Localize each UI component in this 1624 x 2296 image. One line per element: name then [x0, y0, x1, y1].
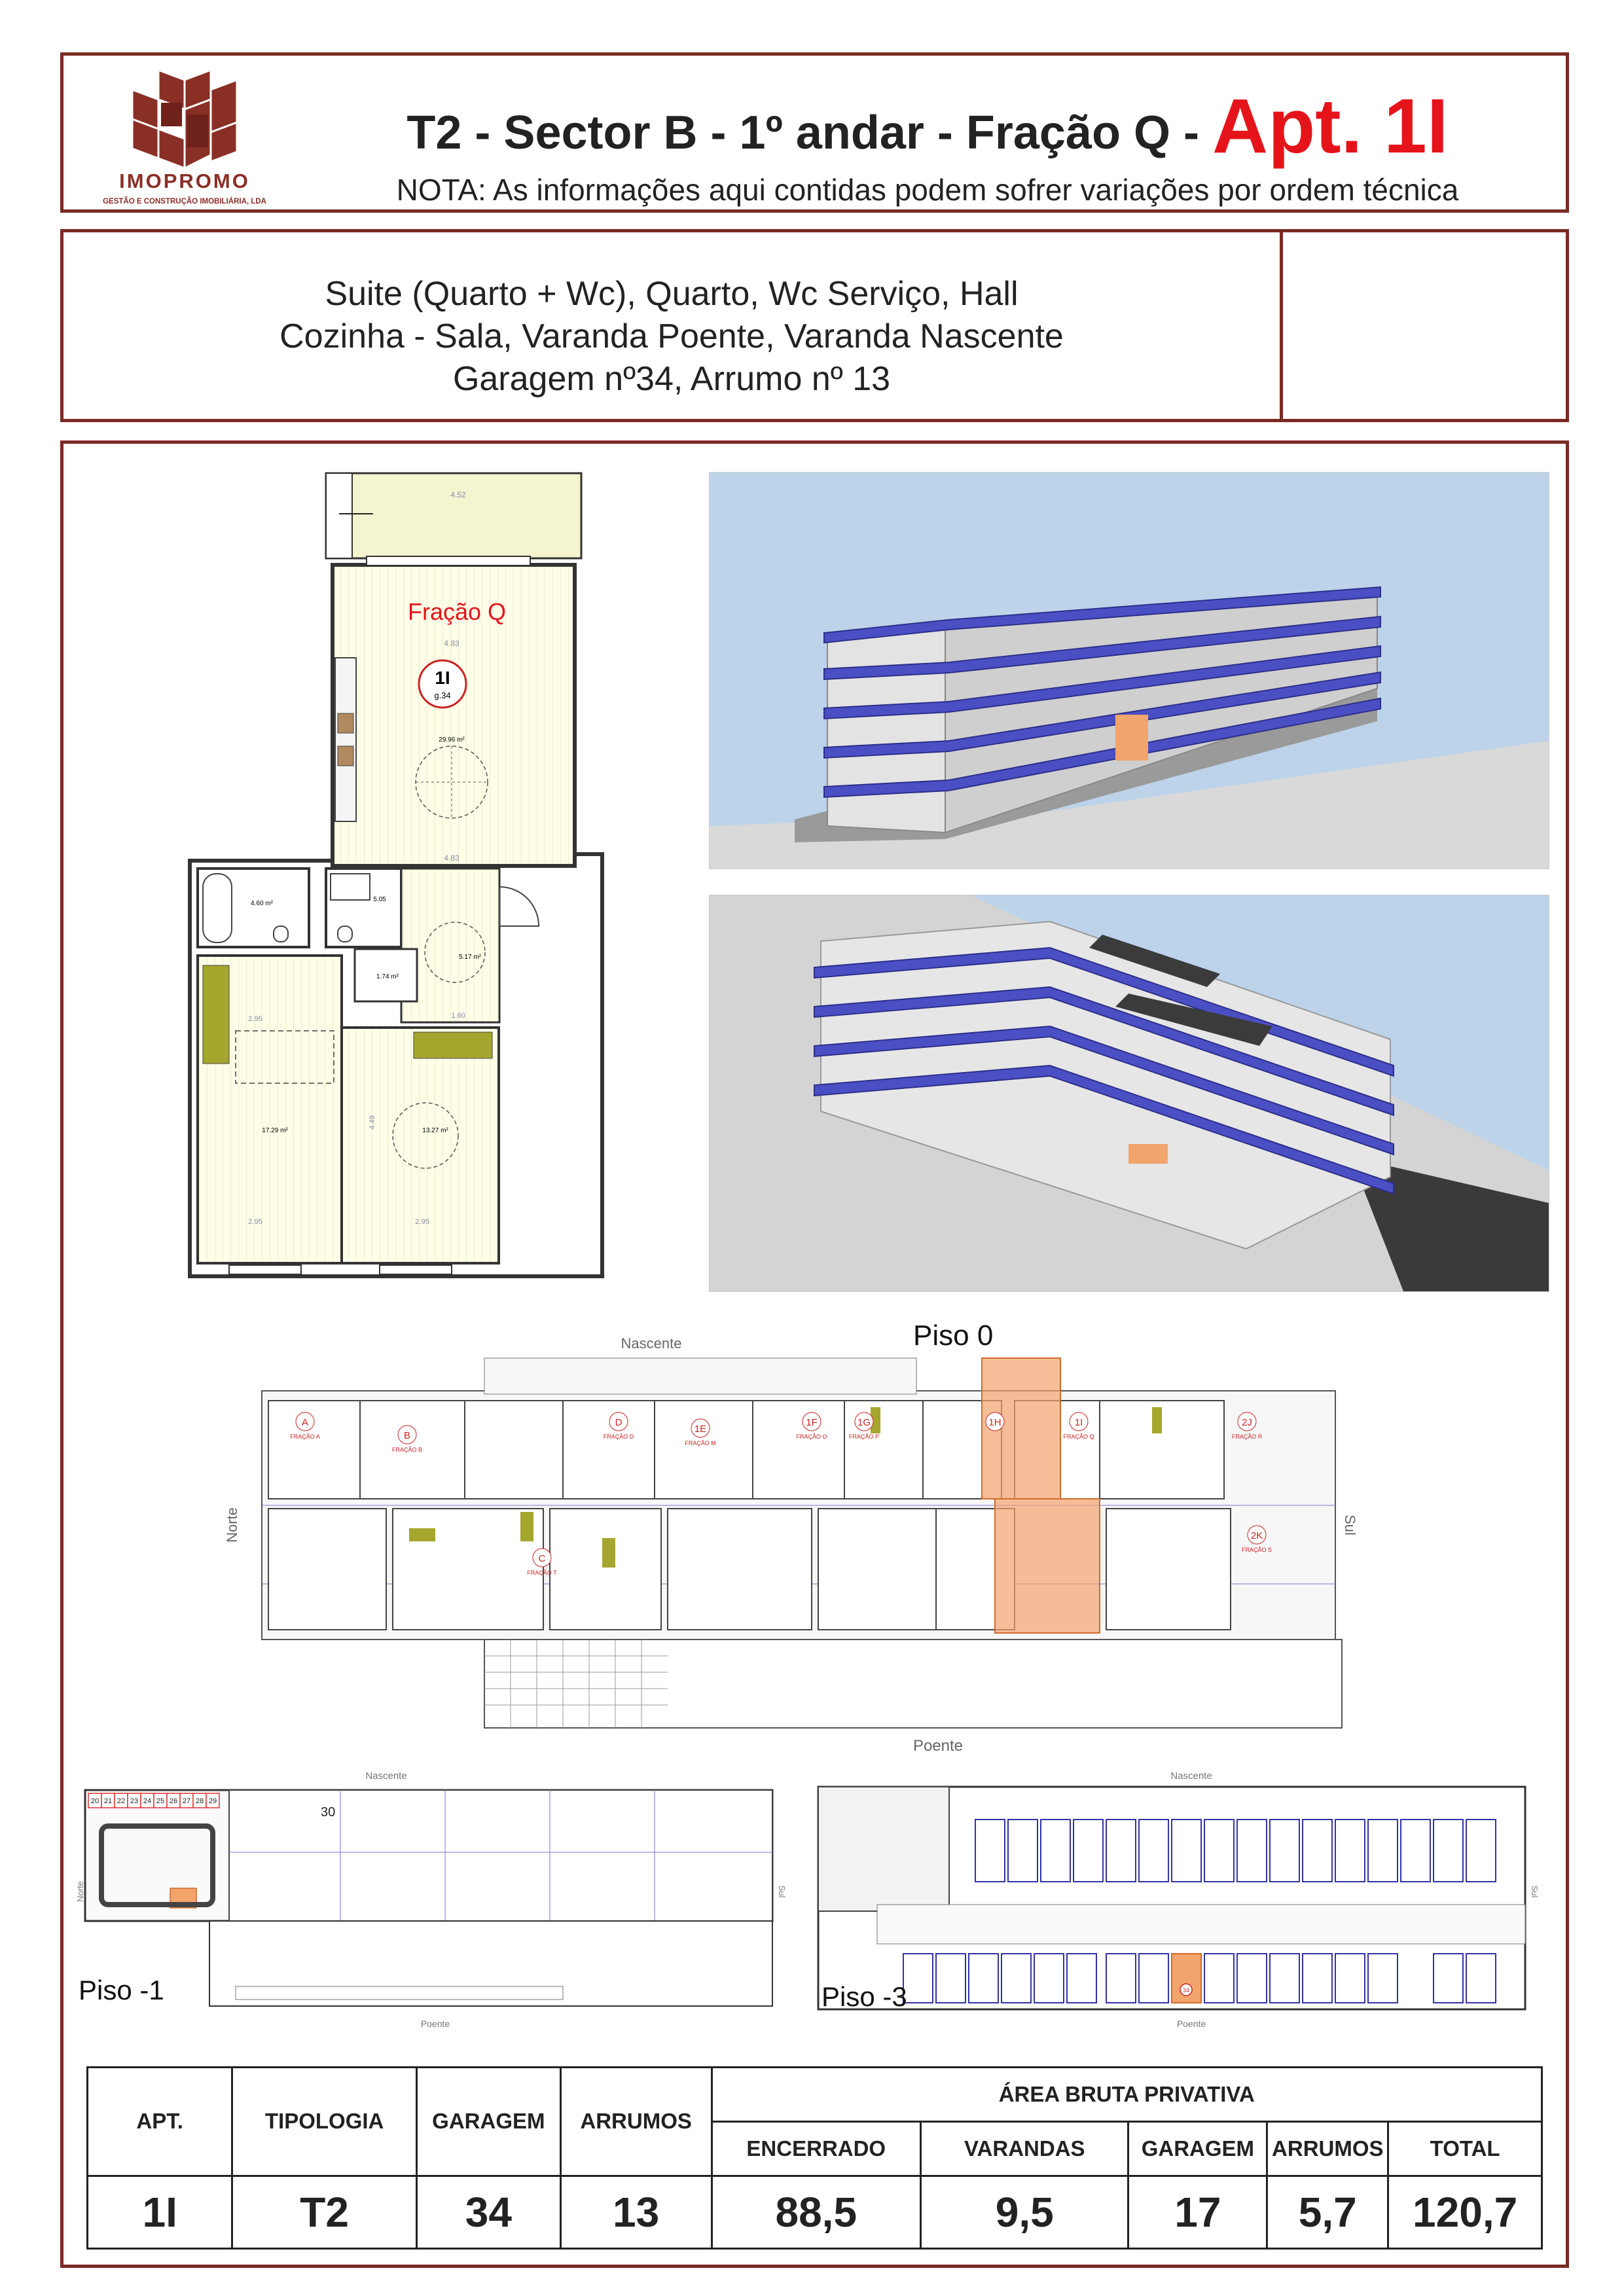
unit-1g: 1G [857, 1417, 871, 1428]
col-varandas: VARANDAS [921, 2121, 1128, 2176]
title-separator: - [1170, 107, 1212, 159]
logo-tagline: GESTÃO E CONSTRUÇÃO IMOBILIÁRIA, LDA [103, 198, 266, 206]
apartment-floor-plan [183, 468, 602, 1286]
highlight-apartment-render [1115, 715, 1148, 761]
dim-living-width: 4.83 [444, 639, 460, 648]
garage-34-label: 34 [1182, 1987, 1190, 1994]
description-line-1: Suite (Quarto + Wc), Quarto, Wc Serviço, Hall [325, 275, 1019, 313]
svg-text:.: . [913, 1309, 914, 1310]
garage-24: 24 [143, 1797, 152, 1805]
logo-name: IMOPROMO [119, 170, 250, 192]
compass-poente-m3: Poente [1176, 2018, 1206, 2029]
dim-room2-width: 2.95 [415, 1218, 429, 1226]
col-tipologia: TIPOLOGIA [232, 2068, 417, 2176]
compass-norte-m1: Norte [75, 1881, 85, 1902]
unit-code: 1I [435, 668, 450, 688]
area-hall: 5.17 m² [459, 954, 481, 961]
description-line-3: Garagem nº34, Arrumo nº 13 [452, 360, 891, 398]
col-apt: APT. [88, 2068, 232, 2176]
compass-nascente-0: Nascente [621, 1335, 682, 1352]
unit-1e: 1E [694, 1424, 707, 1435]
fracao-label: Fração Q [407, 598, 507, 625]
col-garagem-area: GARAGEM [1128, 2121, 1267, 2176]
entrance-door [499, 887, 539, 926]
fracao-m: FRAÇÃO M [685, 1440, 716, 1446]
site-plan-piso-minus-1 [75, 1767, 787, 2029]
garage-29: 29 [208, 1797, 217, 1805]
area-closet: 1.74 m² [376, 973, 399, 980]
compass-norte-0: Norte [224, 1507, 240, 1543]
unit-1i: 1I [1074, 1417, 1083, 1428]
building-render-aerial [709, 895, 1549, 1292]
title-fracao: Fração Q [965, 107, 1171, 159]
col-encerrado: ENCERRADO [712, 2121, 921, 2176]
fracao-o: FRAÇÃO O [796, 1433, 827, 1440]
area-living: 29.96 m² [439, 736, 465, 744]
unit-a: A [301, 1417, 309, 1428]
compass-sul-m3: Sul [1530, 1885, 1540, 1898]
area-room1: 17.29 m² [262, 1127, 288, 1134]
garage-27: 27 [182, 1797, 191, 1805]
dim-living-width-bottom: 4.83 [444, 853, 460, 863]
unit-1f: 1F [806, 1417, 818, 1428]
kitchen-counter [335, 658, 356, 821]
bedroom-2 [342, 1028, 499, 1263]
col-total: TOTAL [1388, 2121, 1542, 2176]
header-box [60, 52, 1569, 213]
area-wc-service: 5.05 [373, 896, 386, 903]
compass-sul-m1: Sul [777, 1885, 787, 1898]
garage-25: 25 [156, 1797, 165, 1805]
val-encerrado: 88,5 [712, 2176, 921, 2248]
garage-number-30: 30 [321, 1805, 336, 1820]
compass-poente-0: Poente [912, 1737, 964, 1755]
site-plan-piso-0 [224, 1309, 1358, 1761]
area-room2: 13.27 m² [422, 1127, 448, 1134]
compass-nascente-m1: Nascente [365, 1770, 407, 1782]
val-garagem: 34 [416, 2176, 560, 2248]
dim-room1-width: 2.95 [248, 1015, 262, 1023]
garage-20: 20 [90, 1797, 99, 1805]
area-table [86, 2066, 1543, 2250]
unit-d: D [615, 1417, 623, 1428]
fracao-b: FRAÇÃO B [391, 1446, 423, 1453]
fracao-q: FRAÇÃO Q [1063, 1433, 1094, 1440]
garage-23: 23 [130, 1797, 139, 1805]
compass-sul-0: Sul [1342, 1515, 1358, 1535]
val-arrumos-area: 5,7 [1267, 2176, 1388, 2248]
piso-0-label: Piso 0 [913, 1319, 994, 1352]
col-garagem: GARAGEM [416, 2068, 560, 2176]
compass-poente-m1: Poente [420, 2018, 450, 2029]
title-apartment: Apt. 1I [1212, 83, 1449, 170]
highlight-unit-piso0-lower [995, 1499, 1100, 1633]
building-render-front [709, 472, 1549, 869]
description-lines [63, 273, 1280, 401]
description-line-2: Cozinha - Sala, Varanda Poente, Varanda Nascente [280, 317, 1064, 355]
fracao-s: FRAÇÃO S [1241, 1547, 1272, 1553]
piso-minus-1-label: Piso -1 [79, 1975, 164, 2005]
dim-top: 4.52 [450, 490, 466, 499]
unit-c: C [538, 1553, 546, 1564]
wardrobe-suite [203, 965, 229, 1064]
site-plan-piso-minus-3 [812, 1767, 1551, 2029]
description-divider [1280, 232, 1283, 419]
compass-nascente-m3: Nascente [1170, 1770, 1212, 1782]
val-apt: 1I [88, 2176, 232, 2248]
dim-room1-width-bottom: 2.95 [248, 1218, 262, 1226]
unit-b: B [403, 1430, 411, 1441]
dim-room-height: 4.49 [369, 1115, 376, 1130]
val-tipologia: T2 [232, 2176, 417, 2248]
garage-22: 22 [117, 1797, 126, 1805]
unit-2k: 2K [1250, 1530, 1263, 1541]
area-wc-suite: 4.60 m² [251, 900, 273, 907]
balcony-nascente [326, 473, 581, 558]
imopromo-logo [99, 63, 270, 209]
description-box [60, 229, 1569, 422]
val-varandas: 9,5 [921, 2176, 1128, 2248]
garage-26: 26 [169, 1797, 178, 1805]
garage-21: 21 [103, 1797, 113, 1805]
page-title [289, 82, 1566, 171]
val-arrumos: 13 [560, 2176, 712, 2248]
fracao-d: FRAÇÃO D [603, 1433, 634, 1440]
unit-2j: 2J [1242, 1417, 1252, 1428]
piso-minus-3-label: Piso -3 [821, 1981, 907, 2012]
wardrobe-room2 [414, 1032, 492, 1058]
fracao-t: FRAÇÃO T [527, 1570, 557, 1576]
fracao-a: FRAÇÃO A [290, 1433, 320, 1440]
fracao-r: FRAÇÃO R [1231, 1433, 1263, 1440]
title-main: T2 - Sector B - 1º andar - [406, 107, 966, 159]
val-total: 120,7 [1388, 2176, 1542, 2248]
unit-sub: g.34 [434, 691, 451, 700]
col-arrumos: ARRUMOS [560, 2068, 712, 2176]
window-nascente [367, 556, 530, 565]
unit-1h: 1H [988, 1417, 1001, 1428]
val-garagem-area: 17 [1128, 2176, 1267, 2248]
fracao-p: FRAÇÃO P [848, 1433, 880, 1440]
area-bruta-privativa-header: ÁREA BRUTA PRIVATIVA [712, 2068, 1542, 2122]
highlight-apartment-aerial [1128, 1144, 1168, 1164]
technical-note: NOTA: As informações aqui contidas podem sofrer variações por ordem técnica [396, 173, 1459, 207]
col-arrumos-area: ARRUMOS [1267, 2121, 1388, 2176]
dim-hall-width: 1.60 [451, 1012, 465, 1020]
garage-28: 28 [195, 1797, 204, 1805]
